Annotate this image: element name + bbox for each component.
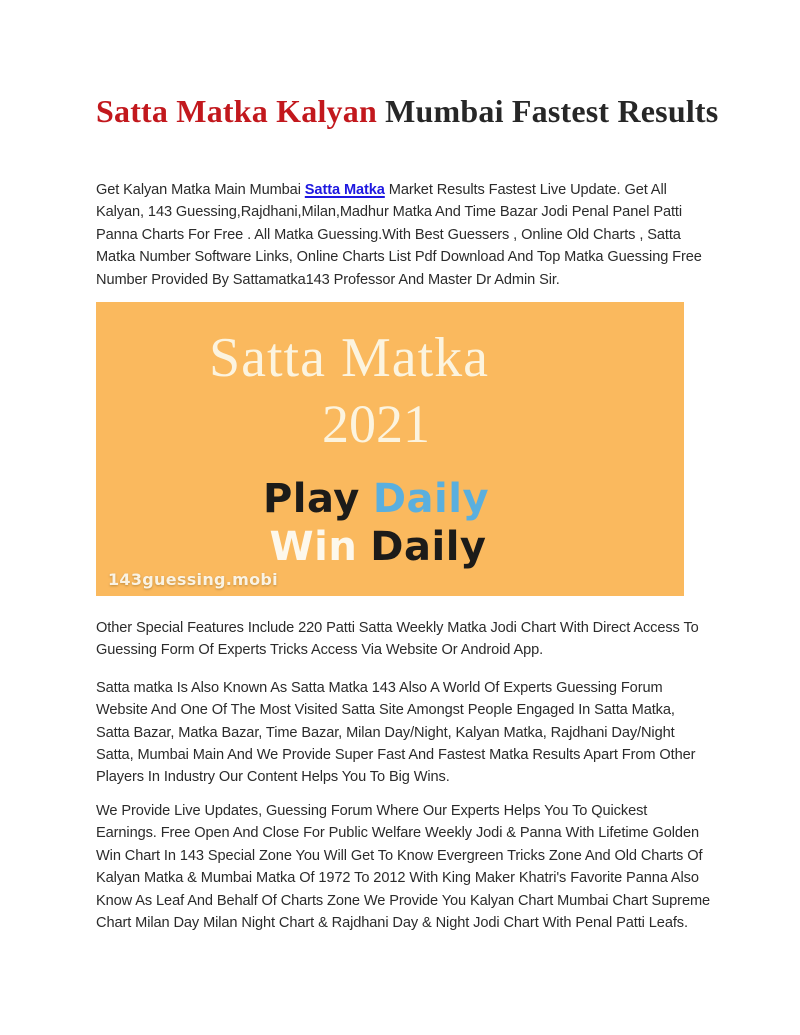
banner-play-word: Play <box>262 476 360 523</box>
features-paragraph: Other Special Features Include 220 Patti Satta Weekly Matka Jodi Chart With Direct Access To Guessing Form Of Experts Tricks Access Via Website Or Android App. <box>96 620 699 659</box>
about-paragraph: Satta matka Is Also Known As Satta Matka 143 Also A World Of Experts Guessing Forum Website And One Of The Most Visited Satta Site Amongst People Engaged In Satta Matka, Satta Bazar, Matka Bazar, Time Bazar, Milan Day/Night, Kalyan Matka, Rajdhani Day/Night Satta, Mumbai Main And We Provide Super Fast And Fastest Matka Results Apart From Other Players In Industry Our Content Helps You To Big Wins. <box>96 679 696 786</box>
page-title-rest: Mumbai Fastest Results <box>385 93 719 129</box>
banner-title: Satta Matka <box>208 327 490 390</box>
banner-win-word: Win <box>269 524 358 571</box>
banner-win-daily-line <box>84 524 672 570</box>
services-paragraph: We Provide Live Updates, Guessing Forum Where Our Experts Helps You To Quickest Earnings. Free Open And Close For Public Welfare Weekly Jodi & Panna With Lifetime Golden Win Chart In 143 Special Zone You Will Get To Know Evergreen Tricks Zone And Old Charts Of Kalyan Matka & Mumbai Matka Of 1972 To 2012 With King Maker Khatri's Favorite Panna Also Know As Leaf And Behalf Of Charts Zone We Provide You Kalyan Chart Mumbai Chart Supreme Chart Milan Day Milan Night Chart & Rajdhani Day & Night Jodi Chart With Penal Patti Leafs. <box>96 802 711 931</box>
page-title <box>96 0 719 130</box>
banner-watermark: 143guessing.mobi <box>108 570 278 590</box>
banner-daily-word-2: Daily <box>370 524 487 571</box>
banner-daily-word-1: Daily <box>372 476 490 523</box>
banner-year: 2021 <box>322 394 430 455</box>
page-title-highlight: Satta Matka Kalyan <box>96 93 377 129</box>
intro-text-after-link: Market Results Fastest Live Update. Get All Kalyan, 143 Guessing,Rajdhani,Milan,Madhur Matka And Time Bazar Jodi Penal Panel Patti Panna Charts For Free . All Matka Guessing.With Best Guessers , Online Old Charts , Satta Matka Number Software Links, Online Charts List Pdf Download And Top Matka Guessing Free Number Provided By Sattamatka143 Professor And Master Dr Admin Sir. <box>96 182 702 288</box>
satta-matka-link[interactable]: Satta Matka <box>304 182 385 198</box>
satta-matka-2021-banner-image <box>96 302 684 596</box>
intro-paragraph <box>96 179 711 291</box>
intro-text-before-link: Get Kalyan Matka Main Mumbai <box>96 182 305 198</box>
banner-play-daily-line <box>82 476 670 522</box>
